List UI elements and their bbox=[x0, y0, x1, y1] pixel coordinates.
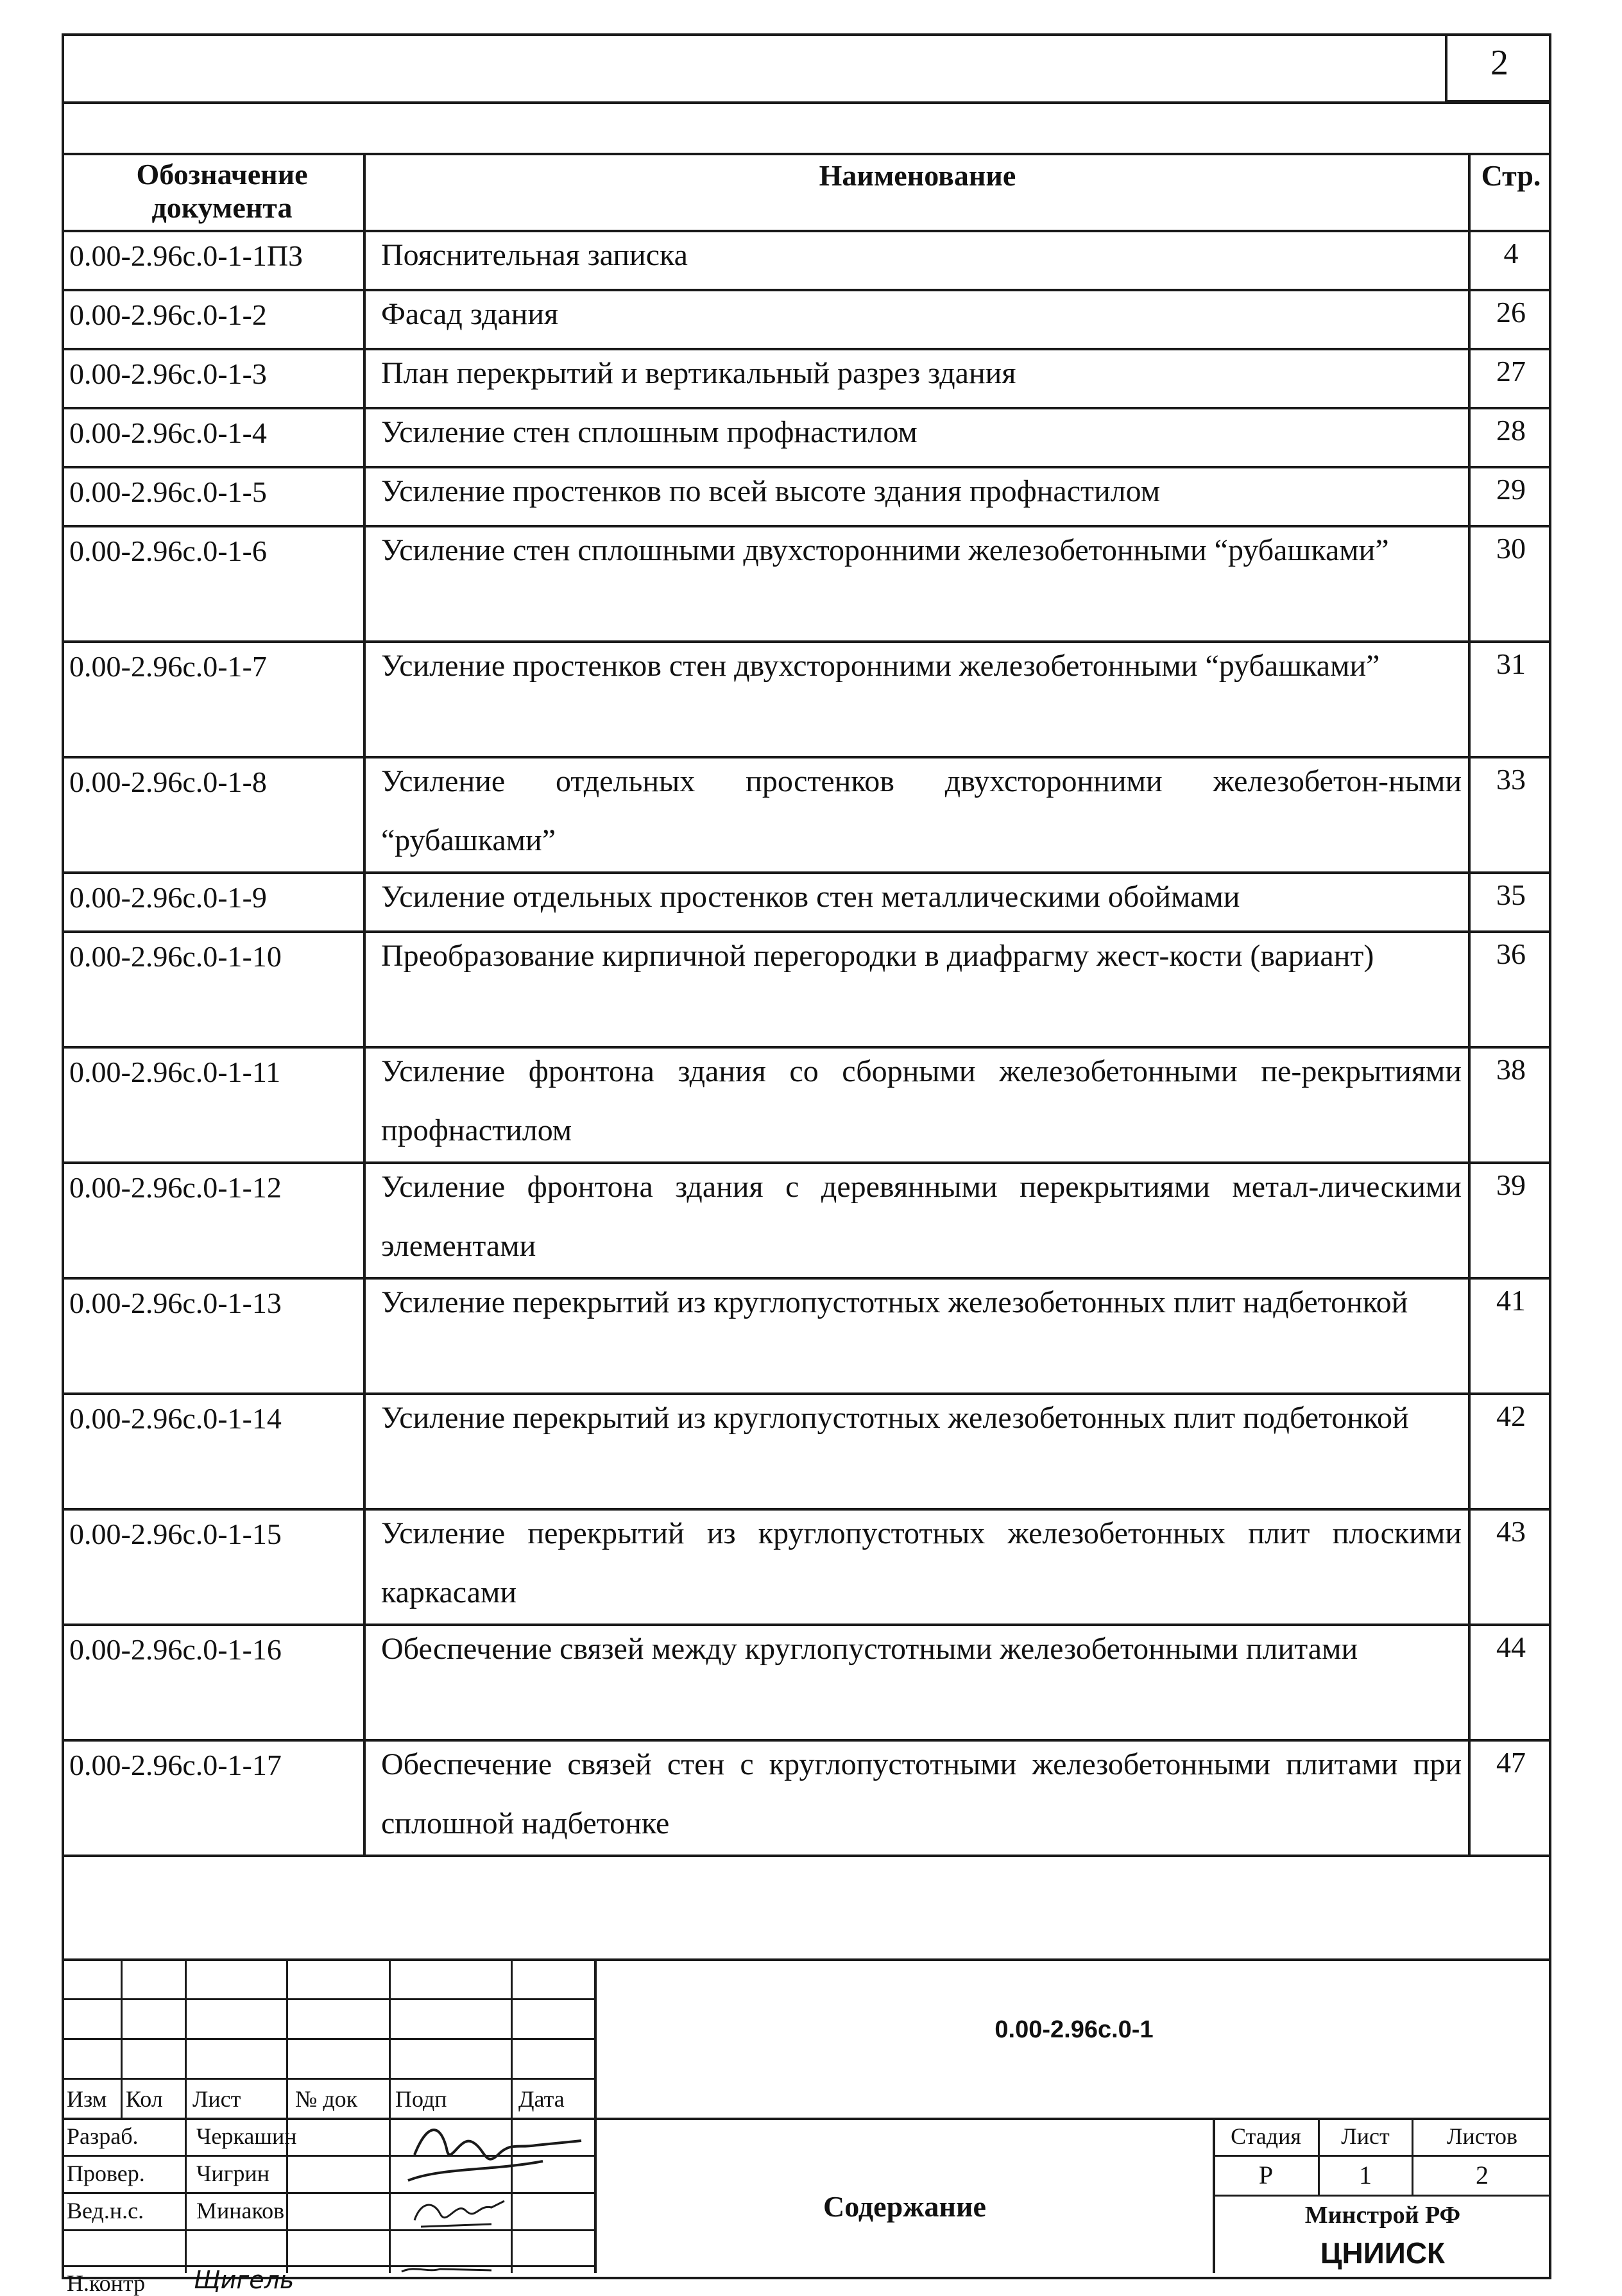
signature-nkontr bbox=[395, 2265, 498, 2273]
row-page: 30 bbox=[1496, 532, 1526, 565]
doc-title: Содержание bbox=[823, 2190, 986, 2223]
org-ministry: Минстрой РФ bbox=[1304, 2202, 1461, 2229]
row-name: Усиление стен сплошными двухсторонними железобетонными “рубашками” bbox=[381, 533, 1389, 567]
row-code: 0.00-2.96с.0-1-13 bbox=[69, 1287, 282, 1319]
row-name: Усиление отдельных простенков двухсторонними железобетон-ными “рубашками” bbox=[381, 764, 1462, 857]
row-name: Усиление стен сплошным профнастилом bbox=[381, 415, 918, 449]
signature-razrab bbox=[389, 2110, 594, 2193]
row-name: Усиление перекрытий из круглопустотных железобетонных плит плоскими каркасами bbox=[381, 1516, 1462, 1609]
row-name: Усиление перекрытий из круглопустотных железобетонных плит подбетонкой bbox=[381, 1401, 1409, 1435]
contents-table bbox=[62, 153, 1551, 1857]
stage-label: Стадия bbox=[1231, 2123, 1301, 2149]
row-code: 0.00-2.96с.0-1-3 bbox=[69, 357, 267, 390]
row-page: 47 bbox=[1496, 1746, 1526, 1779]
row-code: 0.00-2.96с.0-1-11 bbox=[69, 1056, 281, 1088]
org-institute: ЦНИИСК bbox=[1320, 2236, 1446, 2270]
row-name: Усиление фронтона здания со сборными железобетонными пе-рекрытиями профнастилом bbox=[381, 1054, 1462, 1147]
doc-code: 0.00-2.96с.0-1 bbox=[995, 2016, 1154, 2043]
header-name: Наименование bbox=[819, 159, 1016, 192]
row-code: 0.00-2.96с.0-1-9 bbox=[69, 881, 267, 914]
row-name: План перекрытий и вертикальный разрез здания bbox=[381, 356, 1016, 390]
row-code: 0.00-2.96с.0-1-1ПЗ bbox=[69, 239, 303, 272]
row-code: 0.00-2.96с.0-1-4 bbox=[69, 416, 267, 449]
row-code: 0.00-2.96с.0-1-2 bbox=[69, 298, 267, 331]
header-page: Стр. bbox=[1481, 159, 1541, 192]
row-page: 38 bbox=[1496, 1053, 1526, 1086]
row-name: Обеспечение связей стен с круглопустотными железобетонными плитами при сплошной надбетонке bbox=[381, 1747, 1462, 1840]
stage-value: Р bbox=[1258, 2161, 1274, 2189]
signature-ved bbox=[408, 2195, 511, 2231]
row-code: 0.00-2.96с.0-1-16 bbox=[69, 1633, 282, 1666]
row-name: Фасад здания bbox=[381, 297, 559, 331]
row-name: Усиление простенков стен двухсторонними железобетонными “рубашками” bbox=[381, 649, 1380, 683]
row-page: 41 bbox=[1496, 1284, 1526, 1317]
row-name: Преобразование кирпичной перегородки в диафрагму жест-кости (вариант) bbox=[381, 939, 1374, 973]
row-name: Усиление простенков по всей высоте здания профнастилом bbox=[381, 474, 1161, 508]
row-page: 43 bbox=[1496, 1515, 1526, 1548]
row-name: Пояснительная записка bbox=[381, 238, 688, 272]
row-page: 36 bbox=[1496, 938, 1526, 970]
role-prover: Провер. bbox=[67, 2161, 145, 2186]
row-page: 28 bbox=[1496, 414, 1526, 447]
row-code: 0.00-2.96с.0-1-10 bbox=[69, 940, 282, 973]
col-list: Лист bbox=[192, 2086, 241, 2112]
name-prover: Чигрин bbox=[196, 2161, 269, 2186]
row-code: 0.00-2.96с.0-1-8 bbox=[69, 766, 267, 798]
col-kol: Кол bbox=[126, 2086, 163, 2112]
row-code: 0.00-2.96с.0-1-15 bbox=[69, 1518, 282, 1550]
row-page: 27 bbox=[1496, 355, 1526, 388]
sheet-value: 1 bbox=[1359, 2161, 1372, 2189]
role-ved: Вед.н.с. bbox=[67, 2198, 144, 2223]
row-page: 4 bbox=[1503, 237, 1519, 270]
row-code: 0.00-2.96с.0-1-12 bbox=[69, 1171, 282, 1204]
page-number: 2 bbox=[1490, 43, 1508, 83]
role-nkontr: Н.контр bbox=[67, 2270, 146, 2296]
col-ndok: № док bbox=[295, 2086, 358, 2112]
header-code: Обозначение документа bbox=[136, 158, 308, 224]
col-podp: Подп bbox=[395, 2086, 447, 2112]
row-code: 0.00-2.96с.0-1-14 bbox=[69, 1402, 282, 1435]
role-razrab: Разраб. bbox=[67, 2123, 139, 2149]
row-page: 31 bbox=[1496, 647, 1526, 680]
row-name: Усиление перекрытий из круглопустотных железобетонных плит надбетонкой bbox=[381, 1285, 1408, 1319]
row-page: 26 bbox=[1496, 296, 1526, 329]
row-code: 0.00-2.96с.0-1-5 bbox=[69, 475, 267, 508]
row-name: Обеспечение связей между круглопустотными железобетонными плитами bbox=[381, 1632, 1358, 1666]
sheet-label: Лист bbox=[1341, 2123, 1390, 2149]
col-izm: Изм bbox=[67, 2086, 107, 2112]
name-razrab: Черкашин bbox=[196, 2123, 297, 2149]
row-page: 35 bbox=[1496, 878, 1526, 911]
title-block bbox=[62, 1958, 1551, 2296]
row-code: 0.00-2.96с.0-1-17 bbox=[69, 1749, 282, 1781]
row-page: 39 bbox=[1496, 1169, 1526, 1201]
row-page: 44 bbox=[1496, 1631, 1526, 1663]
name-nkontr-handwritten: Щигель bbox=[194, 2266, 295, 2294]
sheets-value: 2 bbox=[1476, 2161, 1489, 2189]
col-data: Дата bbox=[518, 2086, 565, 2112]
row-page: 42 bbox=[1496, 1400, 1526, 1432]
row-page: 29 bbox=[1496, 473, 1526, 506]
page-number-box bbox=[1445, 33, 1551, 103]
sheets-label: Листов bbox=[1447, 2123, 1517, 2149]
header-line bbox=[62, 101, 1551, 104]
name-ved: Минаков bbox=[196, 2198, 285, 2223]
row-code: 0.00-2.96с.0-1-6 bbox=[69, 535, 267, 567]
row-page: 33 bbox=[1496, 763, 1526, 796]
row-name: Усиление отдельных простенков стен металлическими обоймами bbox=[381, 880, 1240, 914]
row-code: 0.00-2.96с.0-1-7 bbox=[69, 650, 267, 683]
row-name: Усиление фронтона здания с деревянными перекрытиями метал-лическими элементами bbox=[381, 1170, 1462, 1263]
